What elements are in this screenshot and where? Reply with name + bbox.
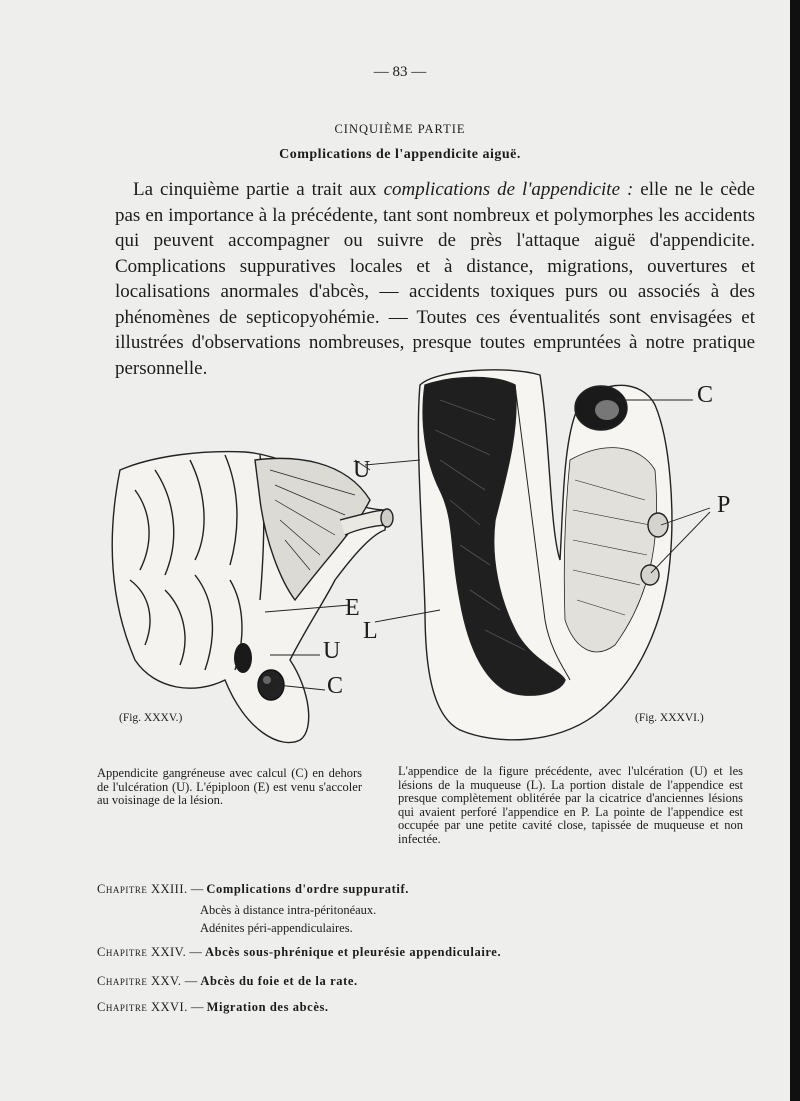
chapter-label: Chapitre XXIV. [97,945,187,959]
paragraph-rest: elle ne le cède pas en importance à la précédente, tant sont nombreux et polymorphes les accidents qui peuvent accompagner ou suivre de près l'attaque aiguë d'appendicite. Complications suppuratives locales et à distance, migrations, ouvertures et localisations anormales d'abcès, — accidents toxiques purs ou associés à des phénomènes de septicopyohémie. — Toutes ces éventualités sont envisagées et illustrées d'observations nombreuses, presque toutes empruntées à notre pratique personnelle. [115,179,755,379]
chapter-label: Chapitre XXVI. [97,1000,188,1014]
chapter-xxiv: Chapitre XXIV. — Abcès sous-phrénique et pleurésie appendiculaire. [97,945,502,959]
fig-xxxvi-label: (Fig. XXXVI.) [635,712,704,724]
fig-xxxvi-letter-p: P [717,492,731,518]
chapter-xxvi: Chapitre XXVI. — Migration des abcès. [97,1000,329,1014]
fig-xxxv-letter-e: E [345,595,360,621]
chapter-title: Abcès du foie et de la rate. [200,974,358,988]
chapter-label: Chapitre XXIII. [97,882,188,896]
figures-illustration [95,360,755,760]
part-title: Complications de l'appendicite aiguë. [279,147,521,162]
chapter-xxiii: Chapitre XXIII. — Complications d'ordre suppuratif. [97,882,409,896]
chapter-xxiii-sub-1: Abcès à distance intra-péritonéaux. [200,903,377,917]
fig-xxxv-caption: Appendicite gangréneuse avec calcul (C) en dehors de l'ulcération (U). L'épiploon (E) est venu s'accoler au voisinage de la lésion. [97,766,362,807]
fig-xxxvi-letter-l: L [363,618,378,644]
page-number: — 83 — [373,64,427,80]
chapter-title: Complications d'ordre suppuratif. [206,882,409,896]
fig-xxxvi-caption: L'appendice de la figure précédente, avec l'ulcération (U) et les lésions de la muqueuse (L). La portion distale de l'appendice est presque complètement oblitérée par la cicatrice d'anciennes lésions qui avaient perforé l'appendice en P. La pointe de l'appendice est occupée par une petite cavité close, tapissée de muqueuse et non infectée. [398,764,743,846]
intro-paragraph [115,177,755,381]
fig-xxxv-letter-c: C [327,673,344,699]
part-heading: CINQUIÈME PARTIE [334,122,466,136]
fig-xxxv-label: (Fig. XXXV.) [119,712,183,724]
chapter-title: Migration des abcès. [206,1000,329,1014]
fig-xxxvi-drawing [365,370,710,740]
fig-xxxv-letter-u-top: U [353,457,371,483]
chapter-label: Chapitre XXV. [97,974,182,988]
chapter-title: Abcès sous-phrénique et pleurésie appendiculaire. [204,945,502,959]
fig-xxxv-letter-u-bottom: U [323,638,341,664]
anatomical-illustration [95,360,755,760]
fig-xxxvi-letter-c: C [697,382,714,408]
paragraph-italic: complications de l'appendicite : [383,179,634,200]
scan-edge [790,0,800,1101]
chapter-xxv: Chapitre XXV. — Abcès du foie et de la rate. [97,974,358,988]
paragraph-start: La cinquième partie a trait aux [133,179,384,200]
chapter-xxiii-sub-2: Adénites péri-appendiculaires. [200,921,353,935]
